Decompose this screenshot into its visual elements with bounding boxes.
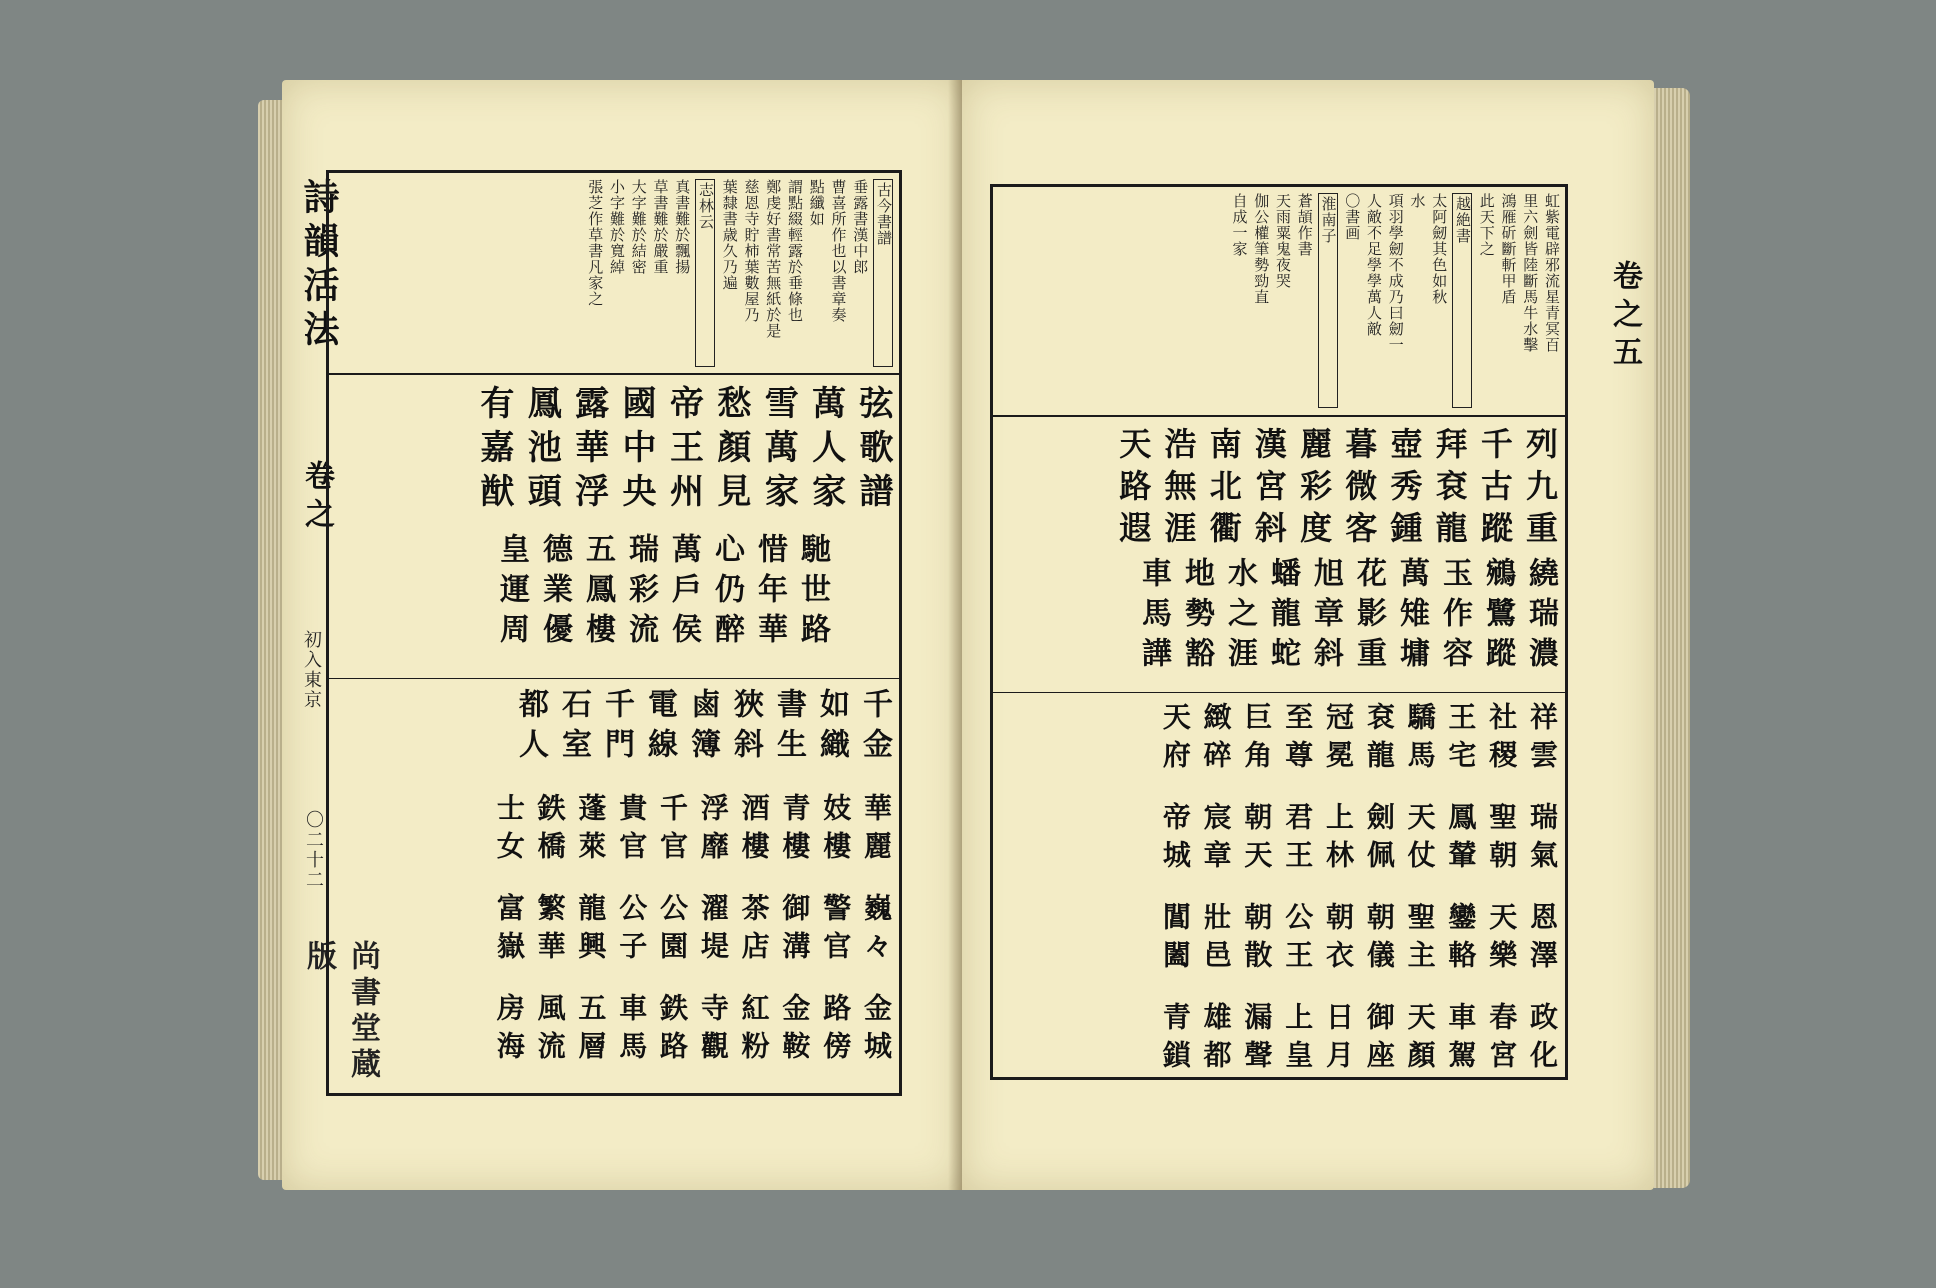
entry: 壺秀鍾	[1385, 427, 1424, 553]
publisher-label: 尚書堂蔵版	[301, 940, 380, 1084]
page-number: 〇二十二	[303, 810, 324, 890]
entry: 萬戶侯	[666, 533, 701, 653]
left-lower-entries-3	[493, 893, 891, 983]
entry: 濯堤	[696, 893, 730, 969]
entry: 至尊	[1281, 702, 1315, 778]
header-col: 小字難於寬綽	[608, 179, 626, 275]
entry: 書生	[771, 688, 806, 768]
entry: 愁顏見	[710, 385, 751, 517]
right-lower-entries	[1159, 702, 1557, 792]
header-col: 鄭虔好書常苦無紙於是	[764, 179, 783, 339]
header-col: 曹喜所作也以書章奏	[829, 179, 848, 323]
entry: 千門	[599, 688, 634, 768]
entry: 公王	[1281, 902, 1315, 978]
entry: 都人	[513, 688, 548, 768]
entry: 朝儀	[1362, 902, 1396, 978]
entry: 露華浮	[568, 385, 609, 517]
entry: 驕馬	[1403, 702, 1437, 778]
entry: 五鳳樓	[580, 533, 615, 653]
entry: 皇運周	[494, 533, 529, 653]
header-divider	[329, 373, 899, 375]
entry: 王宅	[1444, 702, 1478, 778]
entry: 雄都	[1199, 1002, 1233, 1078]
entry: 鉄路	[656, 993, 690, 1069]
entry: 風流	[533, 993, 567, 1069]
header-col: 謂點綴輕露於垂條也	[786, 179, 804, 323]
left-lower-entries-2	[493, 793, 891, 883]
open-book	[258, 70, 1690, 1210]
entry: 萬雉墉	[1394, 557, 1429, 677]
entry: 龍興	[574, 893, 608, 969]
entry: 漢宮斜	[1249, 427, 1288, 553]
entry: 旭章斜	[1308, 557, 1343, 677]
entry: 如織	[814, 688, 849, 768]
subject-label: 初入東京	[301, 630, 322, 710]
entry: 緻碎	[1199, 702, 1233, 778]
entry: 浮靡	[696, 793, 730, 869]
entry: 警官	[819, 893, 853, 969]
entry: 繞瑞濃	[1523, 557, 1558, 677]
entry: 春宮	[1485, 1002, 1519, 1078]
entry: 瑞彩流	[623, 533, 658, 653]
entry: 帝城	[1158, 802, 1192, 878]
mid-divider	[993, 692, 1565, 693]
header-col: 志林云	[695, 179, 715, 367]
entry: 鉄橋	[533, 793, 567, 869]
header-col: 天雨粟鬼夜哭	[1274, 193, 1292, 289]
left-lower-entries	[514, 688, 891, 778]
header-col: 古今書譜	[873, 179, 893, 367]
entry: 路傍	[819, 993, 853, 1069]
entry: 上林	[1322, 802, 1356, 878]
entry: 雪萬家	[758, 385, 799, 517]
header-col: 大字難於結密	[629, 179, 648, 275]
entry: 鳳輦	[1444, 802, 1478, 878]
entry: 弦歌譜	[853, 385, 893, 517]
entry: 千古蹤	[1475, 427, 1514, 553]
header-col: 項羽學劒不成乃曰劒一	[1386, 193, 1405, 353]
header-col: 自成一家	[1230, 193, 1249, 257]
entry: 萬人家	[805, 385, 846, 517]
header-col: 垂露書漢中郎	[851, 179, 870, 275]
entry: 蟠龍蛇	[1265, 557, 1300, 677]
entry: 水之涯	[1222, 557, 1257, 677]
volume-label: 卷之	[299, 460, 334, 536]
entry: 電線	[642, 688, 677, 768]
entry: 車馬	[615, 993, 649, 1069]
entry: 有嘉猷	[473, 385, 514, 517]
entry: 千金	[857, 688, 892, 768]
entry: 鑾輅	[1444, 902, 1478, 978]
entry: 狹斜	[728, 688, 763, 768]
entry: 天路遐	[1114, 427, 1153, 553]
header-col: 蒼頡作書	[1295, 193, 1314, 257]
left-lower-entries-4	[493, 993, 891, 1083]
entry: 士女	[492, 793, 526, 869]
entry: 朝散	[1240, 902, 1274, 978]
entry: 五層	[574, 993, 608, 1069]
entry: 天府	[1158, 702, 1192, 778]
entry: 朝衣	[1322, 902, 1356, 978]
entry: 地勢豁	[1179, 557, 1214, 677]
right-margin-column	[1602, 260, 1646, 374]
entry: 鹵簿	[685, 688, 720, 768]
book-title: 詩韻活法	[298, 178, 340, 354]
entry: 青樓	[778, 793, 812, 869]
entry: 千官	[656, 793, 690, 869]
entry: 房海	[492, 993, 526, 1069]
entry: 金鞍	[778, 993, 812, 1069]
left-page	[282, 80, 962, 1190]
entry: 朝天	[1240, 802, 1274, 878]
mid-divider	[329, 678, 899, 679]
right-lower-entries-3	[1159, 902, 1557, 992]
entry: 巨角	[1240, 702, 1274, 778]
header-col: 淮南子	[1318, 193, 1338, 408]
header-col: 〇書画	[1343, 193, 1362, 241]
entry: 花影重	[1351, 557, 1386, 677]
right-lower-entries-4	[1158, 1002, 1559, 1078]
header-col: 葉隸書歳久乃遍	[720, 179, 739, 291]
header-col: 越絶書	[1452, 193, 1472, 408]
entry: 酒樓	[737, 793, 771, 869]
entry: 聖主	[1403, 902, 1437, 978]
entry: 蓬萊	[574, 793, 608, 869]
entry: 麗彩度	[1295, 427, 1334, 553]
header-col: 草書難於嚴重	[651, 179, 670, 275]
left-text-frame	[326, 170, 902, 1096]
header-col: 真書難於飄揚	[673, 179, 692, 275]
left-margin-column	[286, 170, 380, 1090]
left-header-notes	[587, 179, 894, 367]
entry: 拜袞龍	[1430, 427, 1469, 553]
entry: 惜年華	[752, 533, 787, 653]
entry: 政化	[1526, 1002, 1559, 1078]
header-col: 水	[1408, 193, 1427, 209]
entry: 公子	[615, 893, 649, 969]
entry: 列九重	[1521, 427, 1559, 553]
left-upper-entries-2	[495, 533, 829, 673]
entry: 鳳池頭	[521, 385, 562, 517]
right-lower-entries-2	[1159, 802, 1557, 892]
entry: 君王	[1281, 802, 1315, 878]
entry: 貴官	[615, 793, 649, 869]
entry: 德業優	[537, 533, 572, 653]
entry: 閶闔	[1158, 902, 1192, 978]
left-upper-entries	[474, 385, 891, 525]
right-upper-entries-2	[1137, 557, 1557, 682]
right-text-frame	[990, 184, 1568, 1080]
entry: 車馬譁	[1136, 557, 1171, 677]
entry: 富嶽	[492, 893, 526, 969]
entry: 漏聲	[1240, 1002, 1274, 1078]
entry: 天仗	[1403, 802, 1437, 878]
entry: 浩無涯	[1159, 427, 1198, 553]
right-header-notes	[1231, 193, 1559, 408]
entry: 劍佩	[1362, 802, 1396, 878]
volume-label: 卷之五	[1607, 260, 1642, 374]
entry: 玉作容	[1437, 557, 1472, 677]
entry: 瑞氣	[1526, 802, 1559, 878]
entry: 壯邑	[1199, 902, 1233, 978]
entry: 巍々	[860, 893, 893, 969]
entry: 御溝	[778, 893, 812, 969]
entry: 御座	[1362, 1002, 1396, 1078]
entry: 茶店	[737, 893, 771, 969]
header-col: 慈恩寺貯柿葉數屋乃	[742, 179, 761, 323]
right-upper-entries	[1114, 427, 1559, 553]
header-col: 太阿劒其色如秋	[1430, 193, 1449, 305]
header-col: 里六劍皆陸斷馬牛水擊	[1521, 193, 1540, 353]
entry: 馳世路	[795, 533, 830, 653]
entry: 南北衢	[1204, 427, 1243, 553]
header-col: 此天下之	[1477, 193, 1496, 257]
entry: 石室	[556, 688, 591, 768]
entry: 國中央	[616, 385, 657, 517]
entry: 上皇	[1281, 1002, 1315, 1078]
entry: 日月	[1322, 1002, 1356, 1078]
entry: 社稷	[1485, 702, 1519, 778]
entry: 繁華	[533, 893, 567, 969]
entry: 天樂	[1485, 902, 1519, 978]
header-col: 鴻雁斫斷斬甲盾	[1499, 193, 1518, 305]
entry: 公園	[656, 893, 690, 969]
entry: 恩澤	[1526, 902, 1559, 978]
entry: 暮微客	[1340, 427, 1379, 553]
entry: 金城	[860, 993, 893, 1069]
entry: 鵷鷺蹤	[1480, 557, 1515, 677]
header-col: 虹紫電辟邪流星青冥百	[1543, 193, 1561, 353]
entry: 宸章	[1199, 802, 1233, 878]
entry: 紅粉	[737, 993, 771, 1069]
entry: 聖朝	[1485, 802, 1519, 878]
entry: 華麗	[860, 793, 893, 869]
entry: 祥雲	[1526, 702, 1559, 778]
entry: 帝王州	[663, 385, 704, 517]
entry: 青鎖	[1158, 1002, 1192, 1078]
entry: 寺觀	[696, 993, 730, 1069]
entry: 天顏	[1403, 1002, 1437, 1078]
entry: 冠冕	[1322, 702, 1356, 778]
right-page-edges	[1650, 88, 1690, 1188]
header-col: 點纖如	[807, 179, 826, 227]
header-col: 人敵不足學學萬人敵	[1365, 193, 1383, 337]
entry: 妓樓	[819, 793, 853, 869]
header-col: 伽公權筆勢勁直	[1252, 193, 1271, 305]
header-divider	[993, 415, 1565, 417]
right-page	[962, 80, 1654, 1190]
entry: 袞龍	[1362, 702, 1396, 778]
entry: 車駕	[1444, 1002, 1478, 1078]
entry: 心仍醉	[709, 533, 744, 653]
header-col: 張芝作草書凡家之	[586, 179, 605, 307]
